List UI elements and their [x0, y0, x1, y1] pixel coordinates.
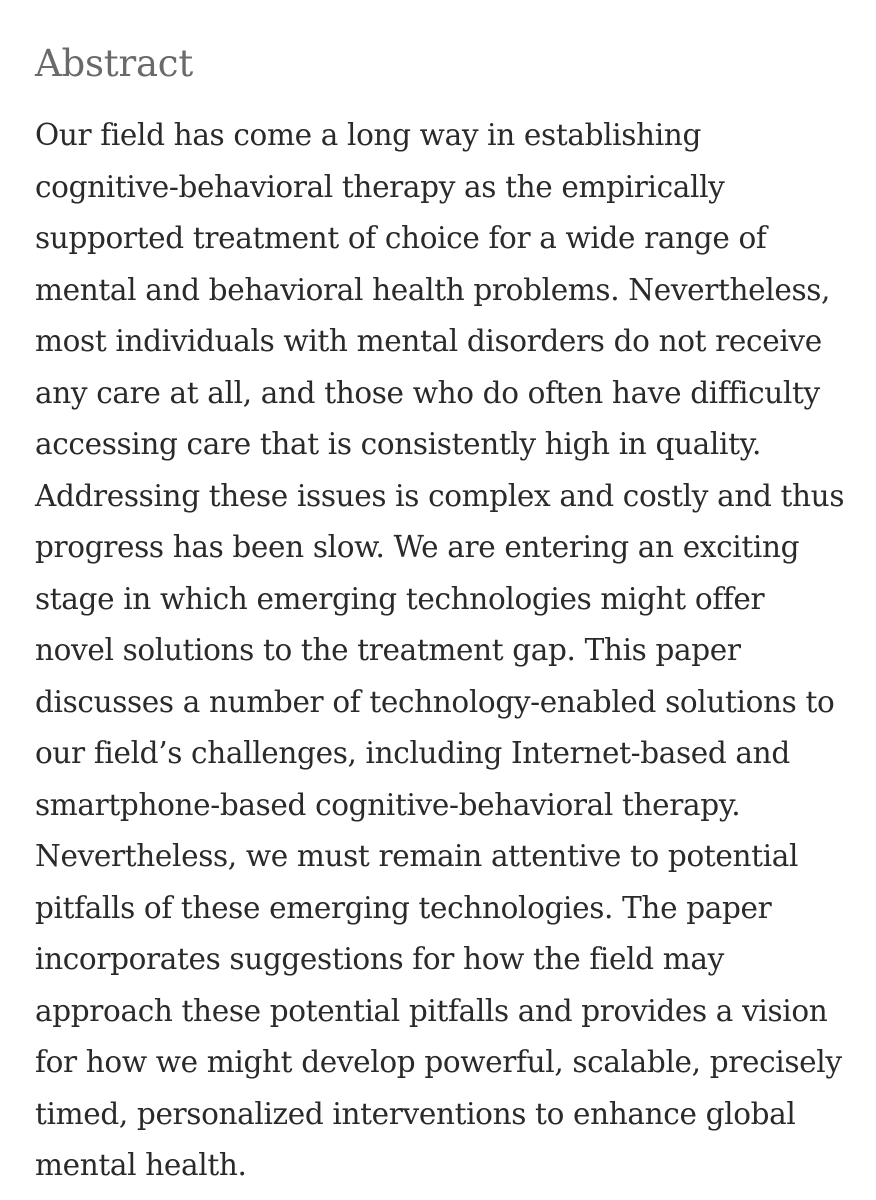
abstract-line: incorporates suggestions for how the field may	[35, 942, 724, 976]
abstract-line: discusses a number of technology-enabled solutions to	[35, 684, 835, 719]
abstract-line: Our field has come a long way in establishing	[35, 118, 701, 152]
abstract-line: Nevertheless, we must remain attentive to potential	[35, 839, 799, 873]
abstract-line: stage in which emerging technologies might offer	[35, 581, 765, 616]
abstract-line: cognitive-behavioral therapy as the empirically	[35, 169, 725, 204]
abstract-line: for how we might develop powerful, scalable, precisely	[35, 1045, 842, 1079]
abstract-line: pitfalls of these emerging technologies. The paper	[35, 890, 772, 925]
abstract-line: any care at all, and those who do often have difficulty	[35, 375, 820, 410]
abstract-line: timed, personalized interventions to enhance global	[35, 1096, 796, 1131]
abstract-line: accessing care that is consistently high in quality.	[35, 427, 761, 461]
abstract-line: progress has been slow. We are entering an exciting	[35, 530, 800, 564]
abstract-line: our field’s challenges, including Internet-based and	[35, 736, 790, 770]
abstract-line: smartphone-based cognitive-behavioral therapy.	[35, 787, 741, 822]
abstract-line: novel solutions to the treatment gap. This paper	[35, 633, 741, 667]
abstract-line: most individuals with mental disorders do not receive	[35, 324, 822, 358]
abstract-line: approach these potential pitfalls and provides a vision	[35, 993, 828, 1028]
abstract-line: Addressing these issues is complex and costly and thus	[35, 478, 845, 513]
abstract-section	[35, 0, 865, 1182]
abstract-body	[35, 110, 865, 1192]
abstract-line: supported treatment of choice for a wide range of	[35, 221, 767, 255]
abstract-line: mental health.	[35, 1148, 247, 1182]
abstract-line: mental and behavioral health problems. Nevertheless,	[35, 272, 831, 307]
abstract-heading: Abstract	[35, 42, 193, 85]
